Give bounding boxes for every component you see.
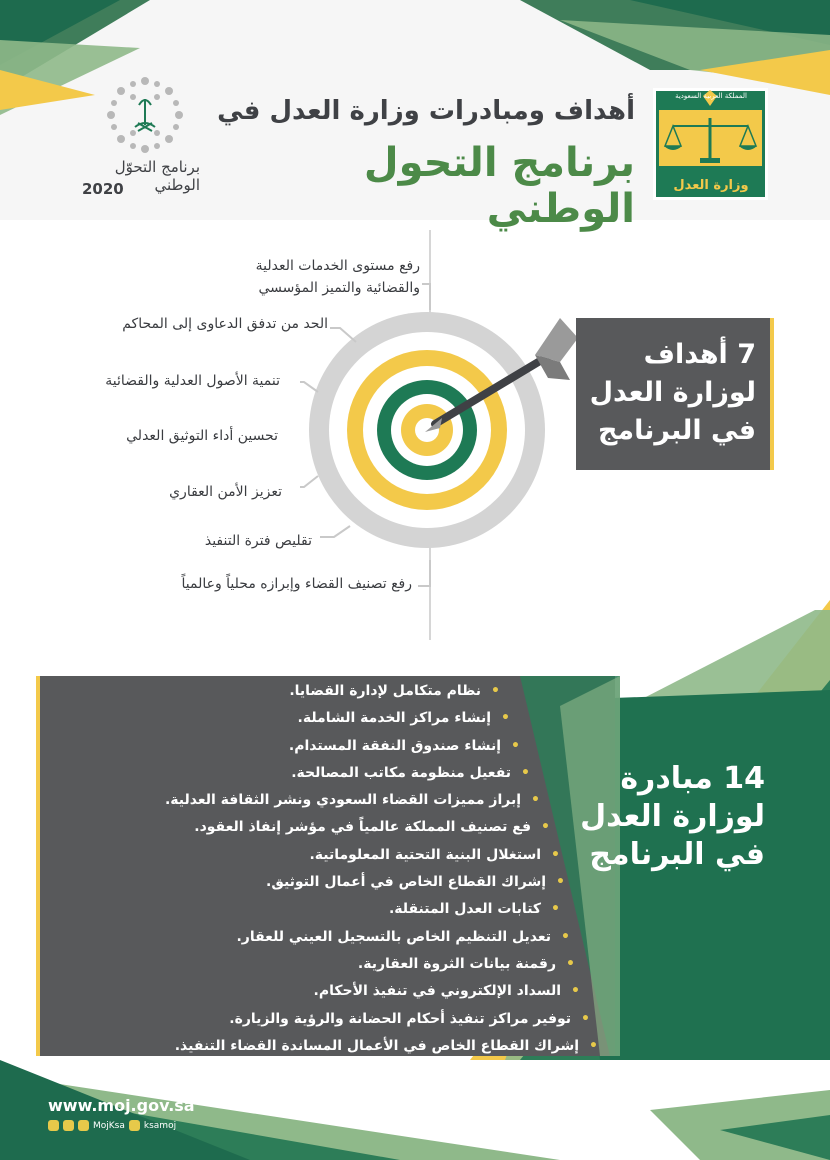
initiative-item: •إنشاء صندوق النفقة المستدام. — [288, 737, 520, 754]
initiative-item: •استغلال البنية التحتية المعلوماتية. — [309, 846, 560, 863]
initiatives-title-line3: في البرنامج — [589, 837, 765, 872]
initiative-item: •نظام متكامل لإدارة القضايا. — [289, 683, 500, 699]
youtube-icon[interactable] — [129, 1120, 140, 1131]
initiative-item: •إشراك القطاع الخاص في الأعمال المساندة القضاء التنفيذ. — [174, 1037, 598, 1054]
initiative-item: •رقمنة بيانات الثروة العقارية. — [357, 955, 575, 972]
initiatives-title-line1: 14 مبادرة — [620, 761, 765, 796]
twitter-icon[interactable] — [78, 1120, 89, 1131]
initiative-item: •تعديل التنظيم الخاص بالتسجيل العيني للعقار. — [236, 928, 570, 945]
header-title-line1: أهداف ومبادرات وزارة العدل في — [217, 96, 635, 126]
ministry-logo-text: وزارة العدل — [673, 178, 749, 193]
initiative-item: •تفعيل منظومة مكاتب المصالحة. — [291, 764, 530, 781]
initiative-item: •إبراز مميزات القضاء السعودي ونشر الثقافة العدلية. — [164, 792, 540, 809]
initiative-item: •إنشاء مراكز الخدمة الشاملة. — [297, 710, 510, 727]
goal-item-2: الحد من تدفق الدعاوى إلى المحاكم — [122, 316, 328, 332]
initiatives-title — [555, 760, 765, 874]
initiative-item: •كتابات العدل المتنقلة. — [388, 901, 560, 918]
social-handle-2[interactable]: ksamoj — [143, 1120, 177, 1131]
goal-item-5: تعزيز الأمن العقاري — [169, 484, 282, 500]
vision-program-line1: برنامج التحوّل — [114, 158, 200, 176]
initiative-item: •فع تصنيف المملكة عالمياً في مؤشر إنفاذ العقود. — [194, 819, 550, 836]
initiatives-list — [40, 678, 600, 1060]
social-handle-1[interactable]: MojKsa — [93, 1120, 125, 1131]
goal-connectors — [300, 250, 440, 610]
vision-2020-logo-icon — [105, 75, 185, 155]
goals-box-line1: 7 أهداف — [643, 339, 756, 370]
initiatives-title-line2: لوزارة العدل — [580, 799, 765, 834]
initiative-item: •إشراك القطاع الخاص في أعمال التوثيق. — [266, 874, 565, 891]
goals-box-line3: في البرنامج — [597, 415, 756, 446]
snapchat-icon[interactable] — [48, 1120, 59, 1131]
ministry-logo-top-text: المملكة العربية السعودية — [675, 92, 747, 100]
goals-box-accent — [770, 318, 774, 470]
goal-item-3: تنمية الأصول العدلية والقضائية — [105, 373, 280, 389]
goal-item-1a: رفع مستوى الخدمات العدلية — [255, 258, 420, 274]
goals-box-title — [580, 336, 756, 450]
website-link[interactable]: www.moj.gov.sa — [48, 1096, 195, 1115]
goal-item-6: تقليص فترة التنفيذ — [204, 533, 312, 549]
goal-item-7: رفع تصنيف القضاء وإبرازه محلياً وعالمياً — [181, 576, 412, 592]
goals-box-line2: لوزارة العدل — [589, 377, 756, 408]
goal-item-1b: والقضائية والتميز المؤسسي — [258, 280, 420, 296]
instagram-icon[interactable] — [63, 1120, 74, 1131]
social-links — [48, 1120, 176, 1131]
initiative-item: •توفير مراكز تنفيذ أحكام الحضانة والرؤية والزيارة. — [229, 1010, 590, 1027]
vision-program-line2: الوطني — [154, 176, 200, 194]
vision-program-year: 2020 — [82, 180, 124, 198]
header-title-line2: برنامج التحول الوطني — [363, 140, 635, 232]
goal-item-4: تحسين أداء التوثيق العدلي — [126, 428, 278, 444]
initiative-item: •السداد الإلكتروني في تنفيذ الأحكام. — [313, 983, 580, 1000]
